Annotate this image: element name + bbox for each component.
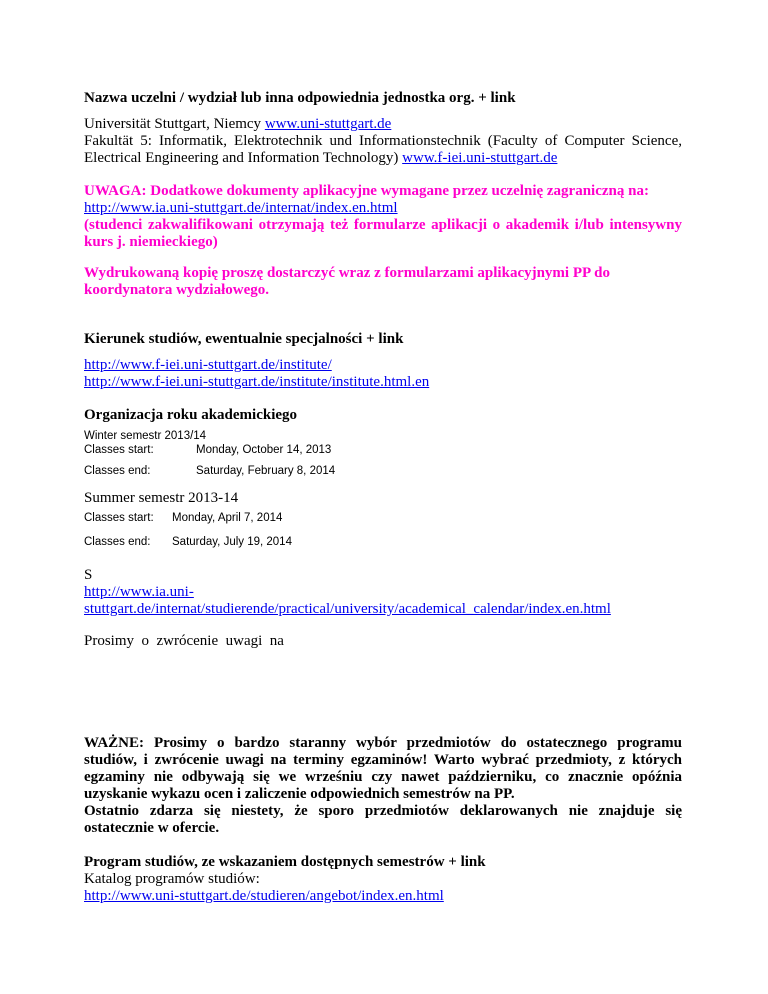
summer-schedule [84,511,682,549]
summer-end-value: Saturday, July 19, 2014 [172,536,292,548]
print-note: Wydrukowaną kopię proszę dostarczyć wraz z formularzami aplikacyjnymi PP do koordynatora wydziałowego. [84,265,610,298]
winter-schedule [84,429,682,478]
summer-start-value: Monday, April 7, 2014 [172,512,283,524]
faculty-link[interactable]: www.f-iei.uni-stuttgart.de [402,150,558,166]
summer-start-label: Classes start: [84,512,154,524]
summer-row-start [84,511,682,525]
important-paragraph: WAŻNE: Prosimy o bardzo staranny wybór przedmiotów do ostatecznego programu studiów, i zwrócenie uwagi na terminy egzaminów! Warto wybrać przedmioty, z których egzaminy nie odbywają się we wrześniu czy nawet październiku, co znacznie opóźnia uzyskanie wykazu ocen i zaliczenie odpowiednich semestrów na PP. [84,735,682,802]
notice-line: UWAGA: Dodatkowe dokumenty aplikacyjne wymagane przez uczelnię zagraniczną na: [84,183,649,199]
university-line [84,116,682,133]
notice-dormitory: (studenci zakwalifikowani otrzymają też formularze aplikacji o akademik i/lub intensywny kurs j. niemieckiego) [84,217,682,250]
faculty-text: Fakultät 5: Informatik, Elektrotechnik und Informationstechnik (Faculty of Computer Science, Electrical Engineering and Information Technology) [84,133,682,166]
summer-end-label: Classes end: [84,536,151,548]
institute-link-1[interactable]: http://www.f-iei.uni-stuttgart.de/institute/ [84,357,332,373]
study-field-heading: Kierunek studiów, ewentualnie specjalności + link [84,331,404,347]
summer-title: Summer semestr 2013-14 [84,490,239,506]
catalog-label: Katalog programów studiów: [84,871,260,887]
notice-link[interactable]: http://www.ia.uni-stuttgart.de/internat/index.en.html [84,200,398,216]
s-letter: S [84,567,93,583]
catalog-link[interactable]: http://www.uni-stuttgart.de/studieren/angebot/index.en.html [84,888,444,904]
winter-end-value: Saturday, February 8, 2014 [196,465,336,477]
calendar-link-part-1[interactable]: http://www.ia.uni- [84,584,194,600]
winter-row-start [84,443,682,457]
winter-row-end [84,464,682,478]
institute-link-row-1 [84,357,682,374]
prosimy-text: Prosimy o zwrócenie uwagi na [84,633,284,649]
academic-year-heading: Organizacja roku akademickiego [84,407,298,423]
winter-start-label: Classes start: [84,444,154,456]
summer-row-end [84,535,682,549]
university-heading: Nazwa uczelni / wydział lub inna odpowiednia jednostka org. + link [84,90,516,106]
university-text: Universität Stuttgart, Niemcy [84,116,265,132]
faculty-paragraph [84,133,682,167]
catalog-link-row [84,888,682,905]
program-heading: Program studiów, ze wskazaniem dostępnych semestrów + link [84,854,486,870]
institute-link-row-2 [84,374,682,391]
calendar-link-part-2[interactable]: stuttgart.de/internat/studierende/practical/university/academical_calendar/index.en.html [84,601,611,617]
winter-title: Winter semestr 2013/14 [84,430,207,442]
winter-start-value: Monday, October 14, 2013 [196,444,332,456]
university-link[interactable]: www.uni-stuttgart.de [264,116,392,132]
notice-link-row [84,200,682,217]
winter-end-label: Classes end: [84,465,151,477]
calendar-link-row-2 [84,601,682,618]
institute-link-2[interactable]: http://www.f-iei.uni-stuttgart.de/institute/institute.html.en [84,374,430,390]
important-paragraph-2: Ostatnio zdarza się niestety, że sporo przedmiotów deklarowanych nie znajduje się ostatecznie w ofercie. [84,803,682,836]
calendar-link-row-1 [84,584,682,601]
